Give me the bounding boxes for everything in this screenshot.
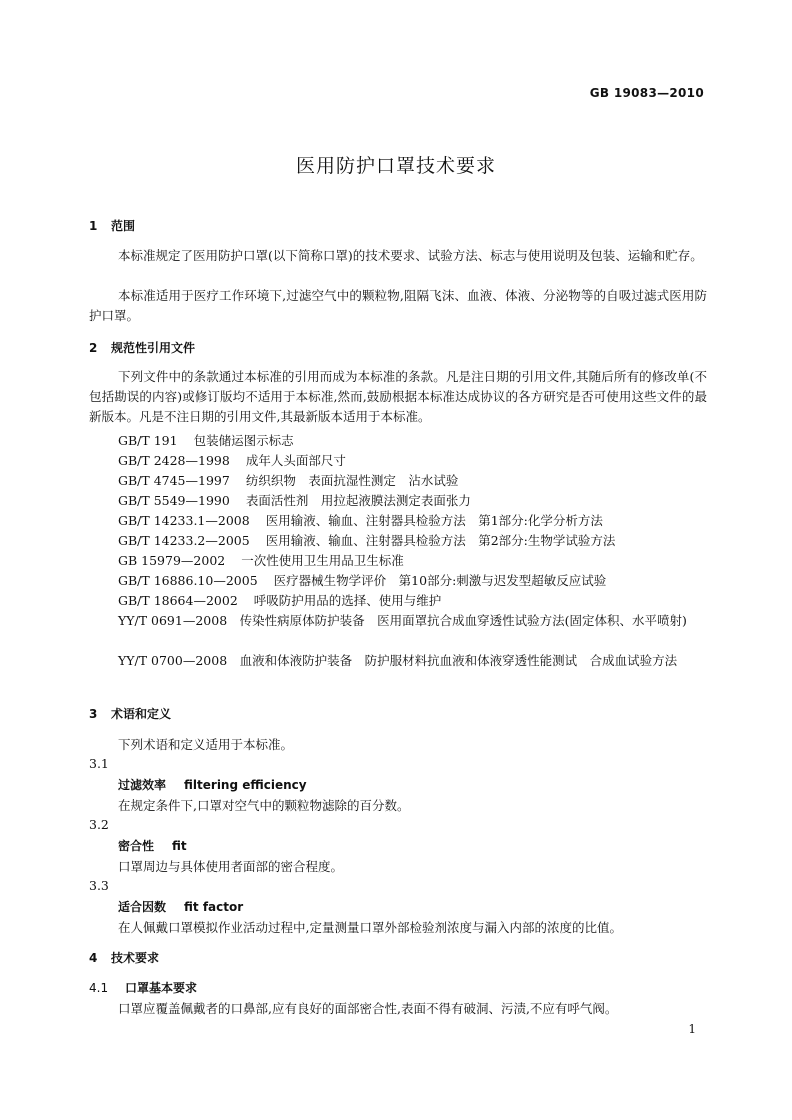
reference-item bbox=[118, 451, 346, 469]
reference-code: GB/T 2428—1998 bbox=[118, 453, 230, 468]
term-chinese: 密合性 bbox=[118, 839, 155, 853]
section-number: 1 bbox=[89, 219, 98, 233]
term-heading bbox=[118, 837, 187, 854]
section-title: 规范性引用文件 bbox=[111, 341, 196, 355]
term-definition: 口罩周边与具体使用者面部的密合程度。 bbox=[118, 859, 344, 874]
subsection-number: 4.1 bbox=[89, 981, 109, 995]
reference-item bbox=[118, 511, 603, 529]
term-chinese: 过滤效率 bbox=[118, 778, 167, 792]
reference-code: GB/T 4745—1997 bbox=[118, 473, 230, 488]
subsection-4-1-paragraph: 口罩应覆盖佩戴者的口鼻部,应有良好的面部密合性,表面不得有破洞、污渍,不应有呼气阀。 bbox=[118, 1001, 618, 1016]
section-title: 技术要求 bbox=[111, 951, 160, 965]
section-2-heading bbox=[89, 339, 195, 356]
section-title: 范围 bbox=[111, 219, 136, 233]
term-heading bbox=[118, 898, 243, 915]
reference-item-yy0691: YY/T 0691—2008 传染性病原体防护装备 医用面罩抗合成血穿透性试验方法(固定体积、水平喷射) bbox=[118, 613, 687, 628]
document-title: 医用防护口罩技术要求 bbox=[295, 155, 496, 177]
reference-item bbox=[118, 551, 404, 569]
reference-item bbox=[118, 571, 606, 589]
section-1-paragraph-2: 本标准适用于医疗工作环境下,过滤空气中的颗粒物,阻隔飞沫、血液、体液、分泌物等的自吸过滤式医用防护口罩。 bbox=[89, 288, 707, 323]
term-chinese: 适合因数 bbox=[118, 900, 167, 914]
section-title: 术语和定义 bbox=[111, 707, 172, 721]
term-definition: 在人佩戴口罩模拟作业活动过程中,定量测量口罩外部检验剂浓度与漏入内部的浓度的比值。 bbox=[118, 920, 622, 935]
reference-title: 呼吸防护用品的选择、使用与维护 bbox=[253, 593, 442, 608]
section-1-heading bbox=[89, 217, 135, 234]
page-number: 1 bbox=[688, 1022, 696, 1036]
reference-item-yy0700: YY/T 0700—2008 血液和体液防护装备 防护服材料抗血液和体液穿透性能测试 合成血试验方法 bbox=[118, 653, 678, 668]
reference-title: 医用输液、输血、注射器具检验方法 第2部分:生物学试验方法 bbox=[265, 533, 616, 548]
section-4-heading bbox=[89, 949, 159, 966]
reference-title: 医疗器械生物学评价 第10部分:刺激与迟发型超敏反应试验 bbox=[273, 573, 607, 588]
reference-item bbox=[118, 591, 441, 609]
term-english: fit bbox=[172, 839, 187, 853]
reference-title: 成年人头面部尺寸 bbox=[245, 453, 346, 468]
reference-code: GB/T 14233.1—2008 bbox=[118, 513, 250, 528]
reference-item bbox=[118, 531, 615, 549]
term-number: 3.1 bbox=[89, 756, 109, 771]
term-english: filtering efficiency bbox=[184, 778, 307, 792]
reference-title: 表面活性剂 用拉起液膜法测定表面张力 bbox=[245, 493, 471, 508]
reference-code: GB 15979—2002 bbox=[118, 553, 226, 568]
reference-title: 纺织织物 表面抗湿性测定 沾水试验 bbox=[245, 473, 459, 488]
section-number: 3 bbox=[89, 707, 98, 721]
subsection-4-1-heading bbox=[89, 979, 197, 996]
reference-title: 包装储运图示标志 bbox=[193, 433, 294, 448]
term-english: fit factor bbox=[184, 900, 244, 914]
section-number: 4 bbox=[89, 951, 98, 965]
reference-code: GB/T 18664—2002 bbox=[118, 593, 238, 608]
section-3-intro: 下列术语和定义适用于本标准。 bbox=[118, 737, 294, 752]
section-2-intro: 下列文件中的条款通过本标准的引用而成为本标准的条款。凡是注日期的引用文件,其随后所有的修改单(不包括勘误的内容)或修订版均不适用于本标准,然而,鼓励根据本标准达成协议的各方研究是否可使用这些文件的最新版本。凡是不注日期的引用文件,其最新版本适用于本标准。 bbox=[89, 369, 707, 424]
subsection-title: 口罩基本要求 bbox=[125, 981, 198, 995]
reference-title: 一次性使用卫生用品卫生标准 bbox=[241, 553, 404, 568]
standard-number: GB 19083—2010 bbox=[589, 86, 704, 100]
reference-code: GB/T 16886.10—2005 bbox=[118, 573, 258, 588]
reference-title: 医用输液、输血、注射器具检验方法 第1部分:化学分析方法 bbox=[265, 513, 603, 528]
term-number: 3.3 bbox=[89, 878, 109, 893]
reference-code: GB/T 14233.2—2005 bbox=[118, 533, 250, 548]
term-definition: 在规定条件下,口罩对空气中的颗粒物滤除的百分数。 bbox=[118, 798, 410, 813]
reference-item bbox=[118, 431, 294, 449]
section-3-heading bbox=[89, 705, 171, 722]
reference-code: GB/T 5549—1990 bbox=[118, 493, 230, 508]
term-heading bbox=[118, 776, 307, 793]
section-1-paragraph-1: 本标准规定了医用防护口罩(以下简称口罩)的技术要求、试验方法、标志与使用说明及包装、运输和贮存。 bbox=[118, 248, 703, 263]
term-number: 3.2 bbox=[89, 817, 109, 832]
reference-item bbox=[118, 491, 471, 509]
reference-item bbox=[118, 471, 458, 489]
reference-code: GB/T 191 bbox=[118, 433, 178, 448]
section-number: 2 bbox=[89, 341, 98, 355]
